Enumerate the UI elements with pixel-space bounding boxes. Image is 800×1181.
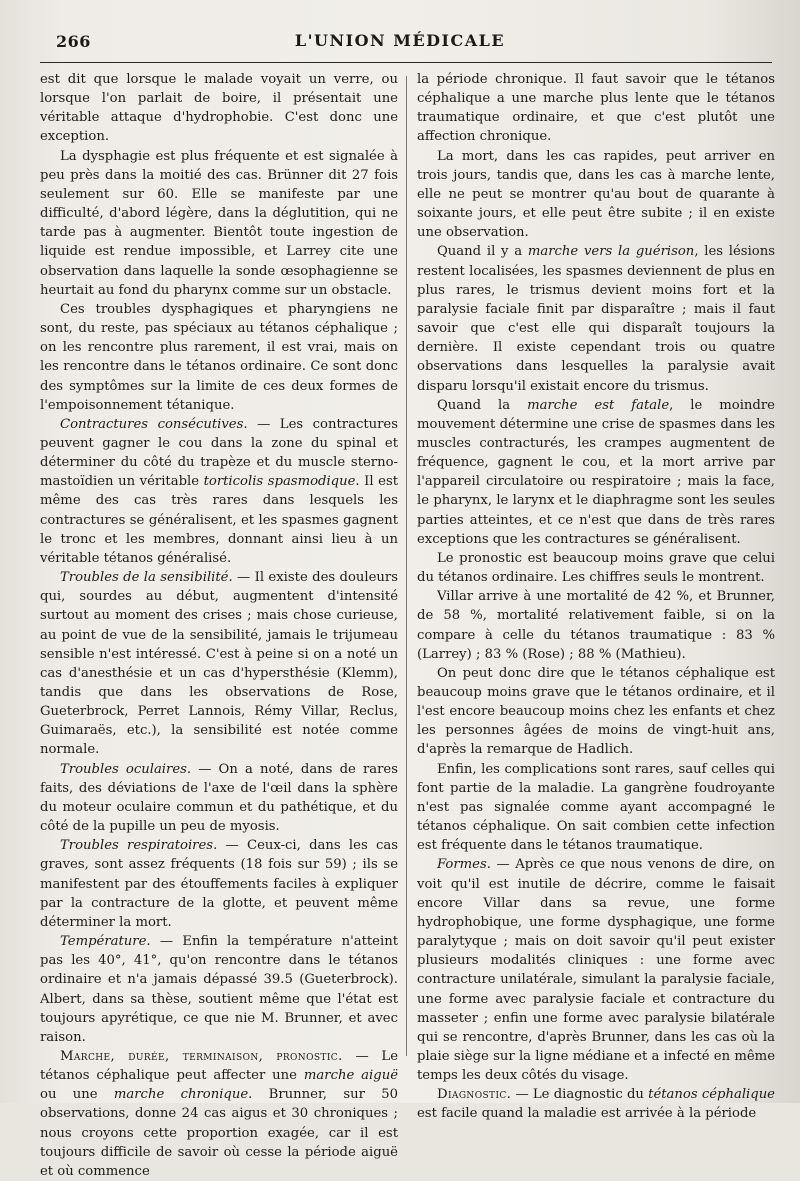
paragraph-text: Villar arrive à une mortalité de 42 %, et Brunner, de 58 %, mortalité relativement faible, si on la compare à celle du tétanos traumatique : 83 % (Larrey) ; 83 % (Rose) ; 88 % (Mathieu).: [417, 589, 775, 662]
running-title: L'UNION MÉDICALE: [294, 31, 506, 50]
paragraph-text: . Il est même des cas très rares dans lesquels les contractures se généralisent, et les spasmes gagnent le tronc et les membres, donnant ainsi lieu à un véritable tétanos généralisé.: [40, 474, 399, 566]
page-header: [40, 28, 760, 54]
right-column: [417, 70, 775, 1124]
italic-text: marche aiguë: [303, 1068, 399, 1084]
column-divider: [406, 76, 407, 1056]
section-heading: Diagnostic.: [437, 1087, 512, 1103]
paragraph-text: — Les contractures peuvent gagner le cou dans la zone du spinal et déterminer du côté du trapèze et du muscle sterno-mastoïdien un véritable: [40, 416, 398, 490]
paragraph-text: , les lésions restent localisées, les spasmes deviennent de plus en plus rares, le trismus devient moins fort et la paralysie faciale finit par disparaître ; mais il faut savoir que c'est elle qui disparaît toujours la dernière. Il existe cependant trois ou quatre observations dans lesquelles la paralysie avait disparu lorsqu'il existait encore du trismus.: [417, 244, 775, 394]
paragraph: [40, 760, 398, 837]
paragraph-text: — Ceux-ci, dans les cas graves, sont assez fréquents (18 fois sur 59) ; ils se manifestent par des étouffements faciles à expliquer par la contracture de la glotte, et peuvent même déterminer la mort.: [40, 838, 398, 930]
paragraph-text: La mort, dans les cas rapides, peut arriver en trois jours, tandis que, dans les cas à marche lente, elle ne peut se montrer qu'au bout de quarante à soixante jours, et elle peut être subite ; il en existe une observation.: [417, 148, 775, 241]
paragraph: [40, 70, 398, 147]
text-columns: [40, 70, 776, 1179]
paragraph: [417, 70, 775, 147]
paragraph-text: — Il existe des douleurs qui, sourdes au début, augmentent d'intensité surtout au moment des crises ; mais chose curieuse, au point de vue de la sensibilité, jamais le trijumeau sensible n'est intéressé. C'est à peine si on a noté un cas d'anesthésie et un cas d'hypersthésie (Klemm), tandis que dans les observations de Rose, Gueterbrock, Perret Lannois, Rémy Villar, Reclus, Guimaraës, etc.), la sensibilité est notée comme normale.: [40, 570, 398, 758]
italic-text: marche est fatale: [527, 397, 670, 413]
paragraph-text: Le pronostic est beaucoup moins grave que celui du tétanos ordinaire. Les chiffres seuls le montrent.: [417, 550, 775, 586]
paragraph-text: — On a noté, dans de rares faits, des déviations de l'axe de l'œil dans la sphère du moteur oculaire commun et du pathétique, et du côté de la pupille un peu de myosis.: [40, 761, 399, 835]
paragraph-text: — Enfin la température n'atteint pas les 40°, 41°, qu'on rencontre dans le tétanos ordinaire et n'a jamais dépassé 39.5 (Gueterbrock). Albert, dans sa thèse, soutient même que l'état est toujours apyrétique, ce que nie M. Brunner, et avec raison.: [40, 934, 398, 1045]
paragraph-text: — Le diagnostic du: [511, 1087, 649, 1103]
section-heading: Marche, durée, terminaison, pronostic.: [60, 1048, 343, 1064]
paragraph-text: — Le tétanos céphalique peut affecter une: [40, 1048, 398, 1084]
paragraph: [417, 147, 775, 243]
paragraph-text: . Brunner, sur 50 observations, donne 24 cas aigus et 30 chroniques ; nous croyons cette proportion exagée, car il est toujours difficile de savoir où cesse la période aiguë et où commence: [40, 1087, 399, 1179]
italic-text: Contractures consécutives.: [60, 416, 248, 432]
paragraph-text: Ces troubles dysphagiques et pharyngiens ne sont, du reste, pas spéciaux au tétanos céphalique ; on les rencontre plus rarement, il est vrai, mais on les rencontre dans le tétanos ordinaire. Ce sont donc des symptômes sur la limite de ces deux formes de l'empoisonnement tétanique.: [40, 301, 398, 413]
paragraph-text: , le moindre mouvement détermine une crise de spasmes dans les muscles contracturés, les crampes augmentent de fréquence, gagnent le cou, et la mort arrive par l'appareil circulatoire ou respiratoire ; mais la face, le pharynx, le larynx et le diaphragme sont les seules parties atteintes, et ce n'est que dans de très rares exceptions que les contractures se généralisent.: [417, 397, 775, 547]
paragraph-text: la période chronique. Il faut savoir que le tétanos céphalique a une marche plus lente que le tétanos traumatique ordinaire, et que c'est plutôt une affection chronique.: [417, 72, 775, 145]
paragraph: [417, 1085, 775, 1123]
italic-text: tétanos céphalique: [648, 1087, 775, 1103]
paragraph: [417, 549, 775, 587]
paragraph-text: est dit que lorsque le malade voyait un verre, ou lorsque l'on parlait de boire, il présentait une véritable attaque d'hydrophobie. C'est donc une exception.: [40, 72, 398, 145]
italic-text: Formes.: [437, 857, 491, 873]
paragraph: [40, 415, 398, 568]
paragraph: [417, 760, 775, 856]
page-number: 266: [56, 32, 91, 51]
paragraph: [40, 147, 398, 300]
paragraph-text: — Après ce que nous venons de dire, on voit qu'il est inutile de décrire, comme le faisait encore Villar dans sa revue, une forme hydrophobique, une forme dysphagique, une forme paralytyque ; mais on doit savoir qu'il peut exister plusieurs modalités cliniques : une forme avec contracture unilatérale, simulant la paralysie faciale, une forme avec paralysie faciale et contracture du masseter ; enfin une forme avec paralysie bilatérale qui se rencontre, d'après Brunner, dans les cas où la plaie siège sur la ligne médiane et a infecté en même temps les deux côtés du visage.: [417, 857, 775, 1084]
paragraph: [417, 587, 775, 664]
italic-text: Troubles de la sensibilité.: [60, 570, 233, 586]
paragraph-text: est facile quand la maladie est arrivée à la période: [417, 1106, 757, 1122]
italic-text: torticolis spasmodique: [203, 474, 356, 490]
header-rule: [40, 62, 772, 63]
paragraph: [417, 664, 775, 760]
paragraph: [40, 568, 398, 760]
italic-text: marche vers la guérison: [527, 244, 695, 260]
paragraph: [40, 932, 398, 1047]
paragraph-text: Quand il y a: [437, 244, 528, 260]
paragraph-text: On peut donc dire que le tétanos céphalique est beaucoup moins grave que le tétanos ordinaire, et il l'est encore beaucoup moins chez les enfants et chez les personnes âgées de moins de vingt-huit ans, d'après la remarque de Hadlich.: [417, 665, 775, 758]
paragraph: [417, 855, 775, 1085]
italic-text: marche chronique: [113, 1087, 249, 1103]
paragraph: [40, 836, 398, 932]
paragraph-text: ou une: [40, 1087, 114, 1103]
paragraph: [40, 1047, 398, 1181]
italic-text: Température.: [60, 934, 151, 950]
paragraph: [417, 396, 775, 549]
italic-text: Troubles respiratoires.: [60, 838, 218, 854]
paragraph-text: La dysphagie est plus fréquente et est signalée à peu près dans la moitié des cas. Brünner dit 27 fois seulement sur 60. Elle se manifeste par une difficulté, d'abord légère, dans la déglutition, qui ne tarde pas à augmenter. Bientôt toute ingestion de liquide est rendue impossible, et Larrey cite une observation dans laquelle la sonde œsophagienne se heurtait au fond du pharynx comme sur un obstacle.: [40, 148, 398, 298]
left-column: [40, 70, 398, 1181]
italic-text: Troubles oculaires.: [60, 761, 192, 777]
paragraph-text: Enfin, les complications sont rares, sauf celles qui font partie de la maladie. La gangrène foudroyante n'est pas signalée comme ayant accompagné le tétanos céphalique. On sait combien cette infection est fréquente dans le tétanos traumatique.: [417, 761, 775, 854]
paragraph: [417, 242, 775, 395]
paragraph: [40, 300, 398, 415]
paragraph-text: Quand la: [437, 397, 528, 413]
